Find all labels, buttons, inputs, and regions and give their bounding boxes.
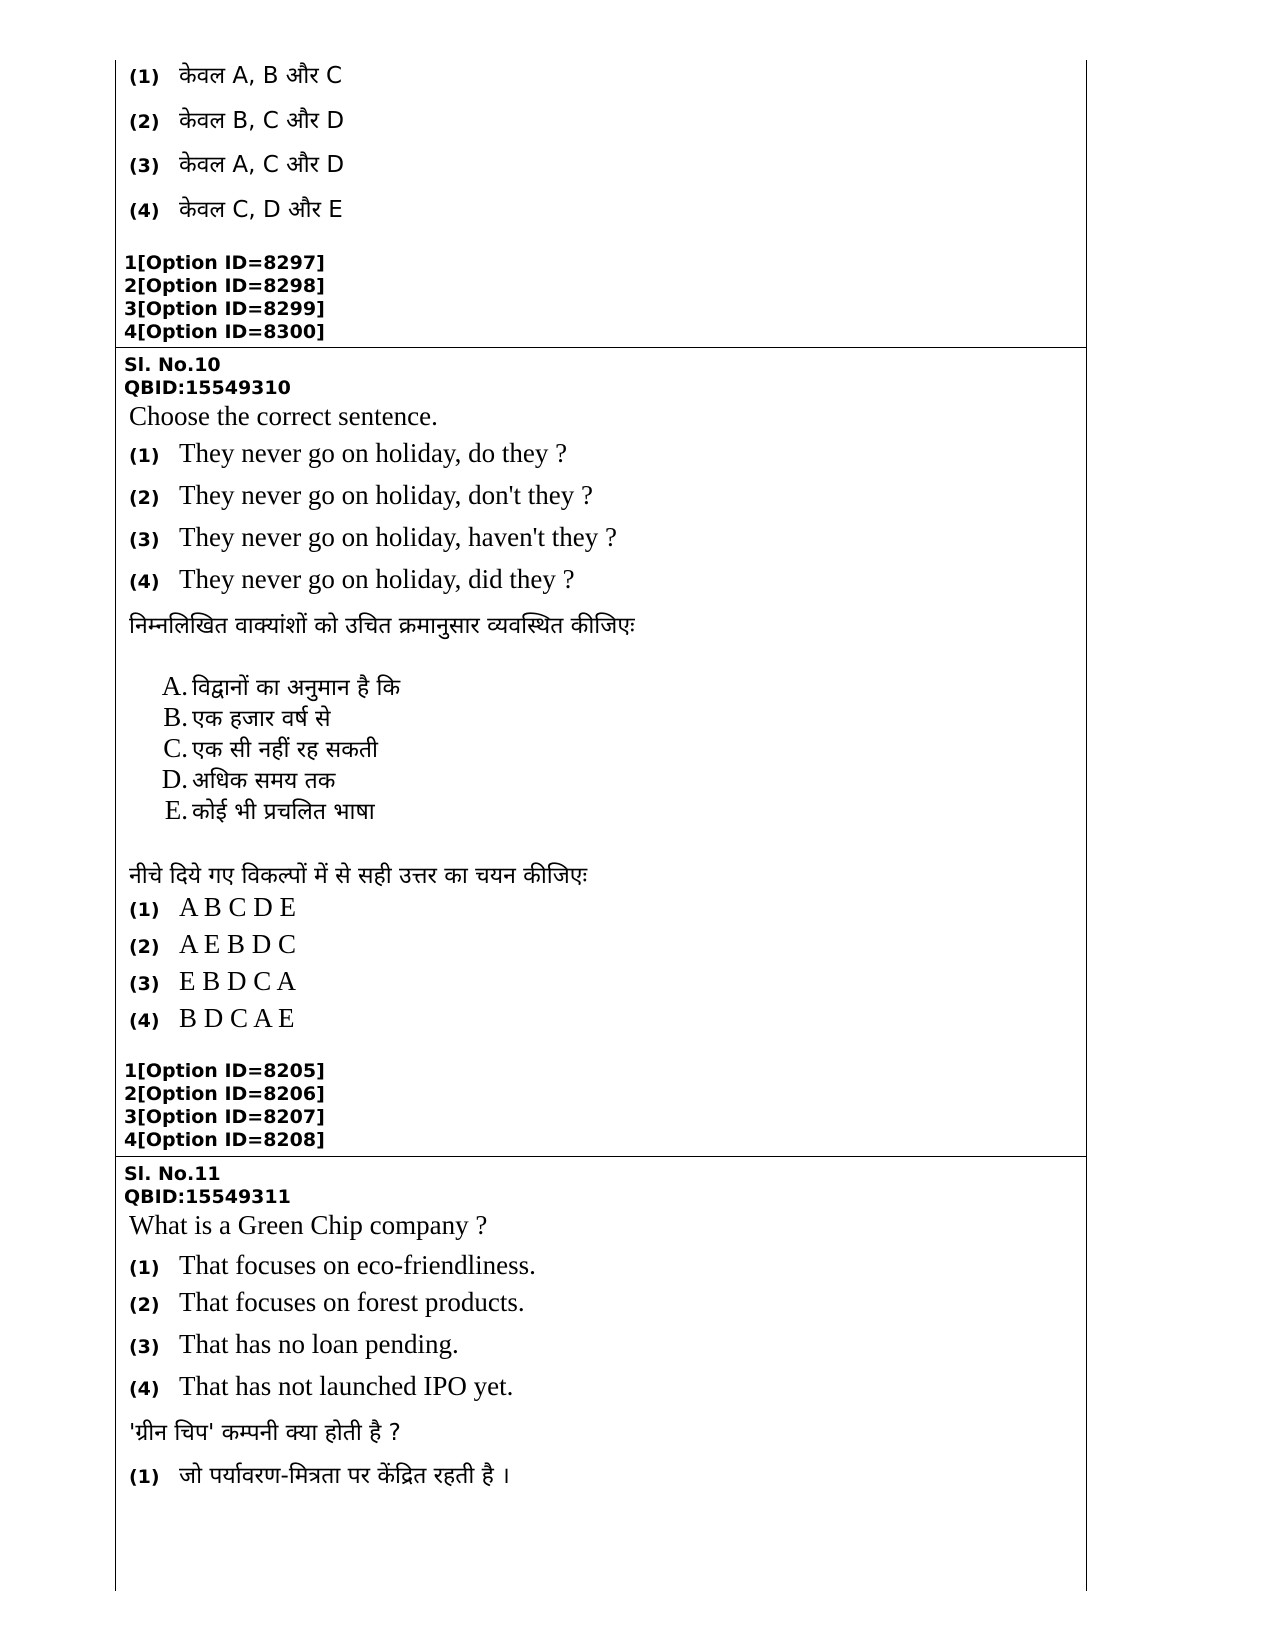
option-text: They never go on holiday, do they ? [179,438,568,468]
option-1 [129,438,567,469]
option-4 [129,564,575,595]
instruction-text-hindi: नीचे दिये गए विकल्पों में से सही उत्तर का चयन कीजिएः [129,863,588,889]
option-number: (1) [129,1466,160,1488]
option-2 [129,929,296,960]
option-text: That has not launched IPO yet. [179,1371,514,1401]
option-number: (1) [129,445,160,467]
option-3 [129,147,344,179]
option-number: (4) [129,1010,160,1032]
option-id-2: 2[Option ID=8298] [124,275,325,297]
option-2 [129,1287,525,1318]
phrase-b [158,701,331,733]
option-number: (2) [129,936,160,958]
option-number: (4) [129,1378,160,1400]
option-text: केवल C, D और E [179,197,343,223]
qbid: QBID:15549310 [124,377,291,399]
option-number: (4) [129,571,160,593]
phrase-text: अधिक समय तक [192,768,336,794]
document-frame [115,60,1087,1591]
option-text: They never go on holiday, don't they ? [179,480,594,510]
option-text: B D C A E [179,1003,295,1033]
option-text: E B D C A [179,966,297,996]
option-number: (3) [129,973,160,995]
phrase-d [158,763,335,795]
phrase-text: विद्वानों का अनुमान है कि [192,675,401,701]
option-number: (4) [129,200,160,222]
option-text: A B C D E [179,892,297,922]
divider [116,347,1086,348]
option-text: A E B D C [179,929,297,959]
option-number: (1) [129,66,160,88]
option-3 [129,1329,459,1360]
question-text: What is a Green Chip company ? [129,1210,488,1240]
phrase-e [158,794,375,826]
option-1 [129,892,296,923]
question-text-hindi: 'ग्रीन चिप' कम्पनी क्या होती है ? [129,1420,401,1446]
phrase-text: एक हजार वर्ष से [192,706,331,732]
option-number: (1) [129,899,160,921]
option-number: (2) [129,487,160,509]
option-1 [129,1458,510,1490]
phrase-letter: B. [163,702,188,732]
phrase-c [158,732,378,764]
option-id-1: 1[Option ID=8297] [124,252,325,274]
question-text: Choose the correct sentence. [129,401,438,431]
option-text: जो पर्यावरण-मित्रता पर केंद्रित रहती है । [179,1463,510,1489]
option-number: (3) [129,155,160,177]
option-text: That focuses on eco-friendliness. [179,1250,536,1280]
option-id-4: 4[Option ID=8208] [124,1129,325,1151]
option-id-3: 3[Option ID=8299] [124,298,325,320]
serial-number: Sl. No.11 [124,1163,221,1185]
divider [116,1156,1086,1157]
phrase-letter: C. [163,733,188,763]
option-text: केवल B, C और D [179,108,345,134]
option-2 [129,103,344,135]
option-id-4: 4[Option ID=8300] [124,321,325,343]
option-text: They never go on holiday, did they ? [179,564,575,594]
option-id-2: 2[Option ID=8206] [124,1083,325,1105]
phrase-a [158,670,400,702]
option-1 [129,1250,536,1281]
option-4 [129,1371,513,1402]
option-text: They never go on holiday, haven't they ? [179,522,617,552]
option-3 [129,522,617,553]
option-number: (2) [129,111,160,133]
phrase-text: कोई भी प्रचलित भाषा [192,799,375,825]
option-4 [129,1003,295,1034]
question-text-hindi: निम्नलिखित वाक्यांशों को उचित क्रमानुसार व्यवस्थित कीजिएः [129,613,635,639]
serial-number: Sl. No.10 [124,354,221,376]
phrase-letter: E. [164,795,188,825]
phrase-text: एक सी नहीं रह सकती [192,737,378,763]
qbid: QBID:15549311 [124,1186,291,1208]
option-number: (1) [129,1257,160,1279]
option-4 [129,192,343,224]
option-number: (2) [129,1294,160,1316]
phrase-letter: D. [161,764,188,794]
option-id-3: 3[Option ID=8207] [124,1106,325,1128]
option-text: That has no loan pending. [179,1329,459,1359]
option-3 [129,966,296,997]
option-1 [129,58,342,90]
option-id-1: 1[Option ID=8205] [124,1060,325,1082]
option-text: केवल A, C और D [179,152,345,178]
option-2 [129,480,593,511]
option-text: केवल A, B और C [179,63,343,89]
phrase-letter: A. [161,671,188,701]
option-text: That focuses on forest products. [179,1287,525,1317]
option-number: (3) [129,1336,160,1358]
option-number: (3) [129,529,160,551]
